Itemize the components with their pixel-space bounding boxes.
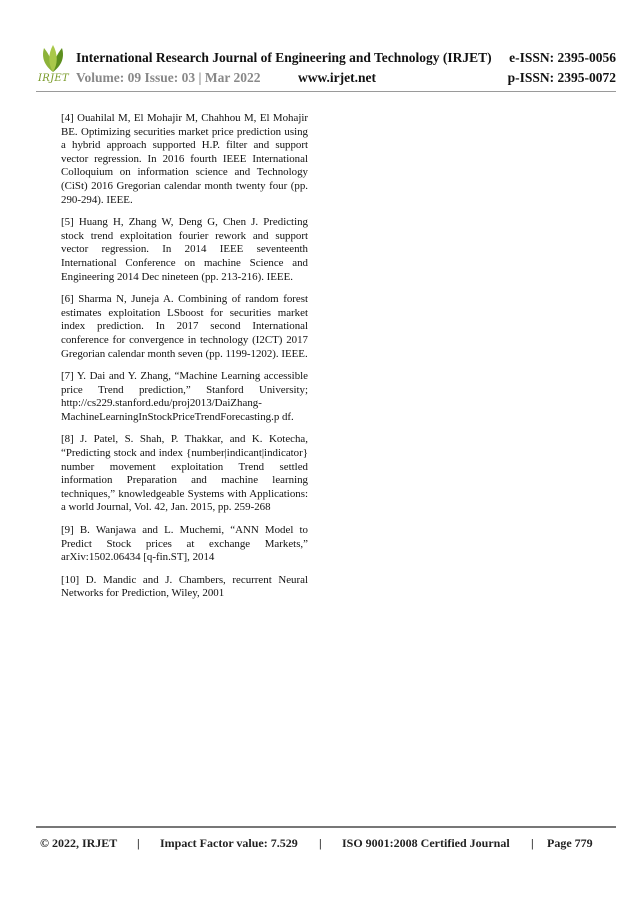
journal-title: International Research Journal of Engineering and Technology (IRJET) [76, 50, 492, 65]
reference-item: [4] Ouahilal M, El Mohajir M, Chahhou M, El Mohajir BE. Optimizing securities market price prediction using a hybrid approach supported H.P. filter and support vector regression. In 2016 fourth IEEE International Colloquium on information science and Technology (CiSt) 2016 Gregorian calendar month twenty four (pp. 290-294). IEEE. [61, 112, 308, 206]
impact-factor: Impact Factor value: 7.529 [160, 836, 298, 850]
copyright: © 2022, IRJET [40, 836, 118, 850]
reference-item: [6] Sharma N, Juneja A. Combining of random forest estimates exploitation LSboost for securities market index prediction. In 2017 second International conference for convergence in technology (I2CT) 2017 Gregorian calendar month seven (pp. 1199-1202). IEEE. [61, 293, 308, 360]
leaf-icon [36, 44, 70, 74]
footer-separator: | [319, 836, 322, 850]
footer-separator: | [137, 836, 140, 850]
footer-separator: | [531, 836, 534, 850]
header-divider [36, 91, 616, 92]
footer-divider [36, 826, 616, 828]
iso-certification: ISO 9001:2008 Certified Journal [342, 836, 510, 850]
reference-item: [8] J. Patel, S. Shah, P. Thakkar, and K. Kotecha, “Predicting stock and index {number|indicant|indicator} number movement exploitation Trend settled information Preparation and machine learning techniques,” knowledgeable Systems with Applications: a world Journal, Vol. 42, Jan. 2015, pp. 259-268 [61, 433, 308, 514]
header-row-2 [76, 70, 616, 86]
reference-item: [5] Huang H, Zhang W, Deng G, Chen J. Predicting stock trend exploitation fourier rework and support vector regression. In 2014 IEEE seventeenth International Conference on machine Science and Engineering 2014 Dec nineteen (pp. 213-216). IEEE. [61, 216, 308, 283]
irjet-logo [36, 44, 70, 86]
eissn: e-ISSN: 2395-0056 [509, 50, 616, 65]
page-footer [36, 836, 616, 854]
journal-url[interactable]: www.irjet.net [298, 70, 376, 85]
reference-item: [9] B. Wanjawa and L. Muchemi, “ANN Model to Predict Stock prices at exchange Markets,” arXiv:1502.06434 [q-fin.ST], 2014 [61, 524, 308, 564]
reference-list [61, 112, 308, 610]
volume-issue: Volume: 09 Issue: 03 | Mar 2022 [76, 70, 261, 85]
page-number: Page 779 [547, 836, 593, 850]
header-row-1 [76, 50, 616, 66]
reference-item: [7] Y. Dai and Y. Zhang, “Machine Learning accessible price Trend prediction,” Stanford University; http://cs229.stanford.edu/proj2013/DaiZhang-MachineLearningInStockPriceTrendForecasting.p df. [61, 370, 308, 423]
reference-item: [10] D. Mandic and J. Chambers, recurrent Neural Networks for Prediction, Wiley, 2001 [61, 573, 308, 600]
logo-text: IRJET [38, 73, 69, 84]
pissn: p-ISSN: 2395-0072 [507, 70, 616, 85]
page-header [36, 44, 616, 90]
